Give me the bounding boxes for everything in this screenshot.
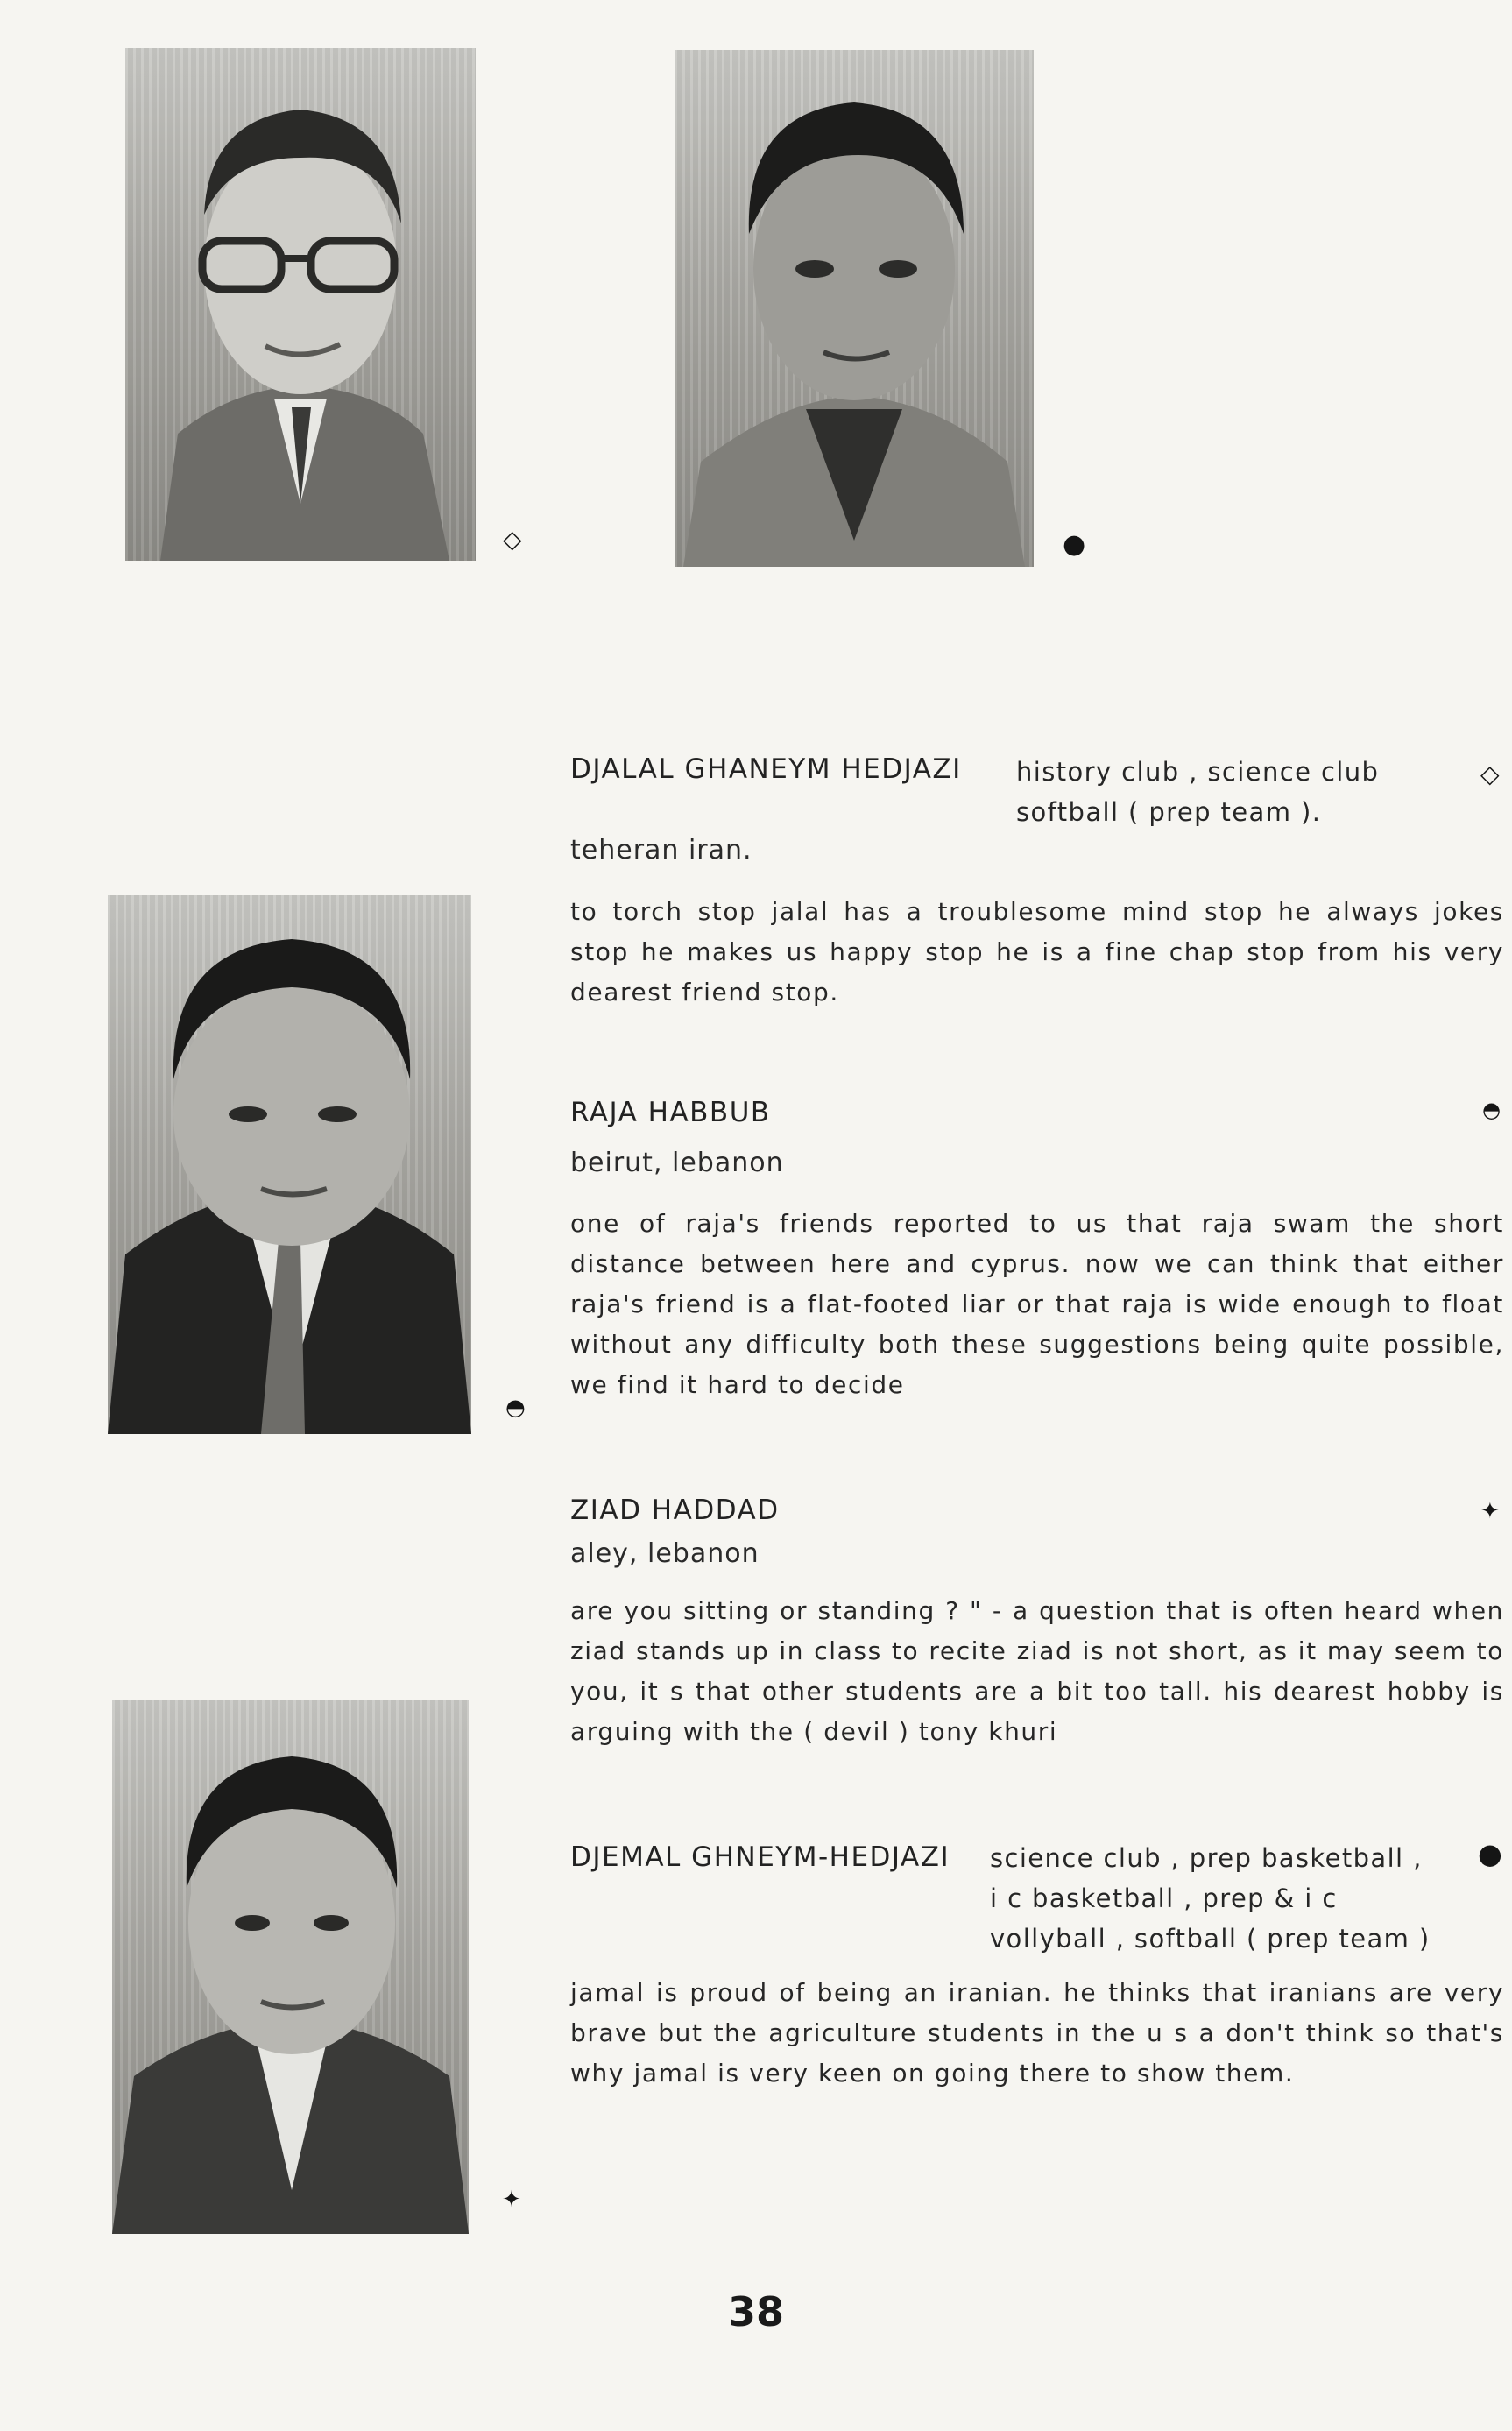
activity-line: softball ( prep team ). <box>1016 797 1322 827</box>
half-circle-icon: ◓ <box>505 1395 526 1421</box>
page-number: 38 <box>727 2288 784 2336</box>
entry-raja <box>570 1097 1504 1128</box>
student-name: ZIAD HADDAD <box>570 1495 780 1526</box>
activity-line: i c basketball , prep & i c <box>990 1883 1338 1913</box>
student-location: beirut, lebanon <box>570 1148 784 1178</box>
activity-line: science club , prep basketball , <box>990 1843 1423 1873</box>
filled-circle-icon: ● <box>1063 529 1086 560</box>
student-bio: are you sitting or standing ? " - a question that is often heard when ziad stands up in class to recite ziad is not short, as it may seem to you, it s that other students are a bit too tall. his dearest hobby is arguing with the ( devil ) tony khuri <box>570 1596 1504 1746</box>
filled-circle-icon: ● <box>1478 1837 1502 1870</box>
student-bio: one of raja's friends reported to us that raja swam the short distance between here and cyprus. now we can think that either raja's friend is a flat-footed liar or that raja is wide enough to float without any difficulty both these suggestions being quite possible, we find it hard to decide <box>570 1209 1504 1399</box>
student-bio: to torch stop jalal has a troublesome mind stop he always jokes stop he makes us happy stop he is a fine chap stop from his very dearest friend stop. <box>570 897 1504 1007</box>
activity-line: vollyball , softball ( prep team ) <box>990 1924 1431 1954</box>
student-name: RAJA HABBUB <box>570 1097 771 1128</box>
hollow-diamond-icon: ◇ <box>1480 760 1500 788</box>
four-point-star-icon: ✦ <box>502 2187 521 2213</box>
activity-line: history club , science club <box>1016 757 1380 787</box>
four-point-star-icon: ✦ <box>1480 1498 1500 1524</box>
student-bio: jamal is proud of being an iranian. he thinks that iranians are very brave but the agriculture students in the u s a don't think so that's why jamal is very keen on going there to show them. <box>570 1978 1504 2088</box>
portrait-photo-ziad-haddad <box>112 1700 469 2234</box>
half-circle-icon: ◓ <box>1482 1098 1501 1122</box>
portrait-photo-raja <box>675 50 1034 567</box>
student-name: DJEMAL GHNEYM-HEDJAZI <box>570 1841 950 1873</box>
activities-djalal <box>1016 752 1379 832</box>
student-location: aley, lebanon <box>570 1538 760 1569</box>
student-name: DJALAL GHANEYM HEDJAZI <box>570 753 962 785</box>
entry-ziad <box>570 1495 1504 1526</box>
student-location: teheran iran. <box>570 835 752 866</box>
hollow-diamond-icon: ◇ <box>503 525 522 554</box>
portrait-photo-djalal <box>125 48 476 561</box>
portrait-photo-ziad <box>108 895 471 1434</box>
activities-djemal <box>990 1838 1431 1959</box>
